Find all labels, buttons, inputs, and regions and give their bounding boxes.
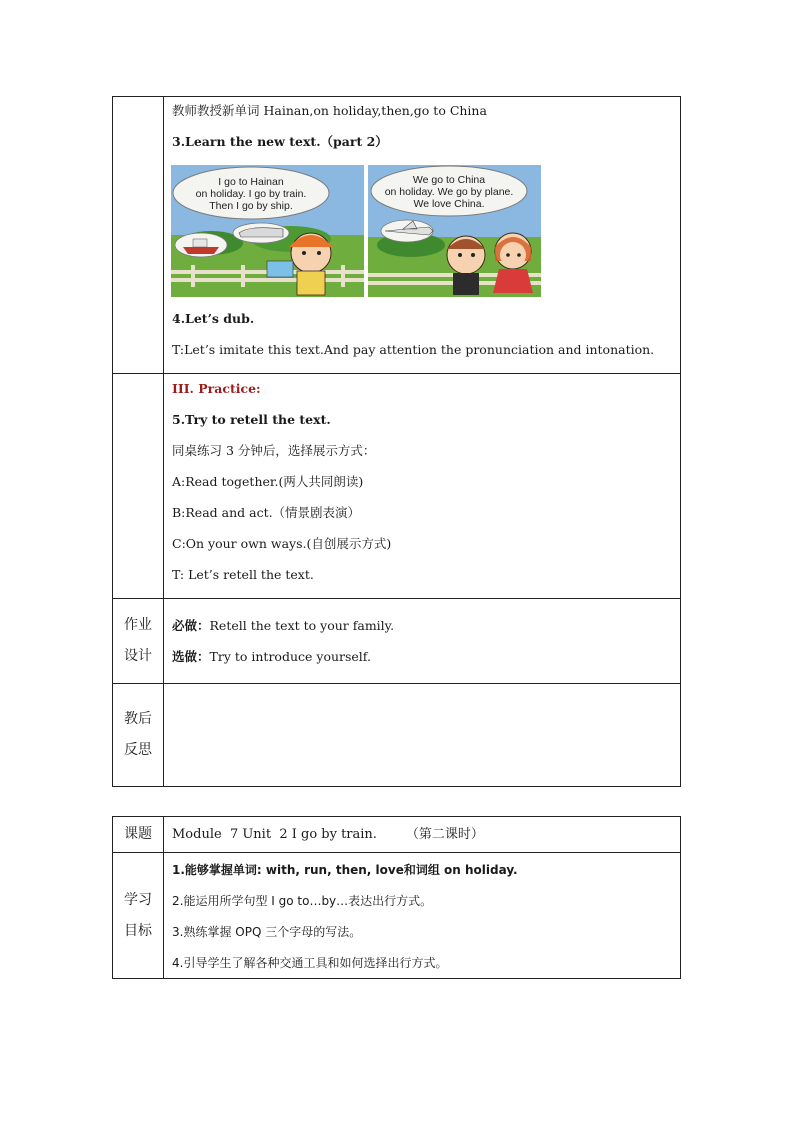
objective-item: 3.熟练掌握 OPQ 三个字母的写法。 [172,925,362,939]
required-label: 必做： [172,618,210,633]
optional-label: 选做： [172,649,210,664]
homework-cell [164,599,681,684]
step3-title: 3.Learn the new text.（part 2） [172,134,388,149]
practice-title: III. Practice: [172,381,261,396]
homework-label-cell [113,599,164,684]
learn-text-cell [164,97,681,374]
step4-text: T:Let’s imitate this text.And pay attention the pronunciation and intonation. [172,342,655,357]
topic-value: Module 7 Unit 2 I go by train. （第二课时） [172,826,484,842]
lesson-header-table [112,816,681,979]
objectives-label-line1: 学习 [124,891,152,908]
homework-label-line1: 作业 [124,617,152,633]
homework-label-line2: 设计 [124,648,152,664]
topic-label: 课题 [124,826,152,842]
objectives-cell [164,853,681,979]
optional-text: Try to introduce yourself. [209,649,371,664]
learn-text-row [113,97,681,374]
reflection-cell [164,684,681,787]
required-text: Retell the text to your family. [209,618,395,633]
bubble-left-line3: Then I go by ship. [209,200,293,212]
objective-item: 4.引导学生了解各种交通工具和如何选择出行方式。 [172,956,448,970]
step4-title: 4.Let’s dub. [172,311,255,326]
empty-label-cell [113,374,164,599]
objective-item: 2.能运用所学句型 I go to…by…表达出行方式。 [172,894,433,908]
option-c: C:On your own ways.(自创展示方式) [172,536,392,551]
bubble-left-line2: on holiday. I go by train. [195,188,307,200]
practice-row [113,374,681,599]
empty-label-cell [113,97,164,374]
retell-text: T: Let’s retell the text. [172,567,314,582]
intro-line: 教师教授新单词 Hainan,on holiday,then,go to China [172,103,487,118]
reflection-label-line1: 教后 [124,711,152,727]
comic-illustration [171,165,541,297]
bubble-right-line3: We love China. [413,198,485,210]
comic-panel-right [368,165,541,297]
objective-item: 1.能够掌握单词: with, run, then, love和词组 on holiday. [172,863,518,877]
topic-value-cell [164,817,681,853]
option-b: B:Read and act.（情景剧表演） [172,505,361,520]
bubble-left-line1: I go to Hainan [218,176,284,188]
comic-panel-left [171,165,364,297]
ship-icon [183,247,219,254]
option-a: A:Read together.(两人共同朗读) [172,474,364,489]
reflection-label-cell [113,684,164,787]
girl-character [493,233,533,293]
topic-row [113,817,681,853]
practice-cell [164,374,681,599]
reflection-label-line2: 反思 [124,742,152,758]
step5-title: 5.Try to retell the text. [172,412,331,427]
lesson-plan-table [112,96,681,787]
reflection-row [113,684,681,787]
pair-practice-text: 同桌练习 3 分钟后，选择展示方式： [172,443,376,458]
topic-label-cell [113,817,164,853]
objectives-label-line2: 目标 [124,922,152,939]
objectives-label-cell [113,853,164,979]
objectives-row [113,853,681,979]
bubble-right-line1: We go to China [412,174,486,186]
homework-row [113,599,681,684]
bubble-right-line2: on holiday. We go by plane. [384,186,514,198]
